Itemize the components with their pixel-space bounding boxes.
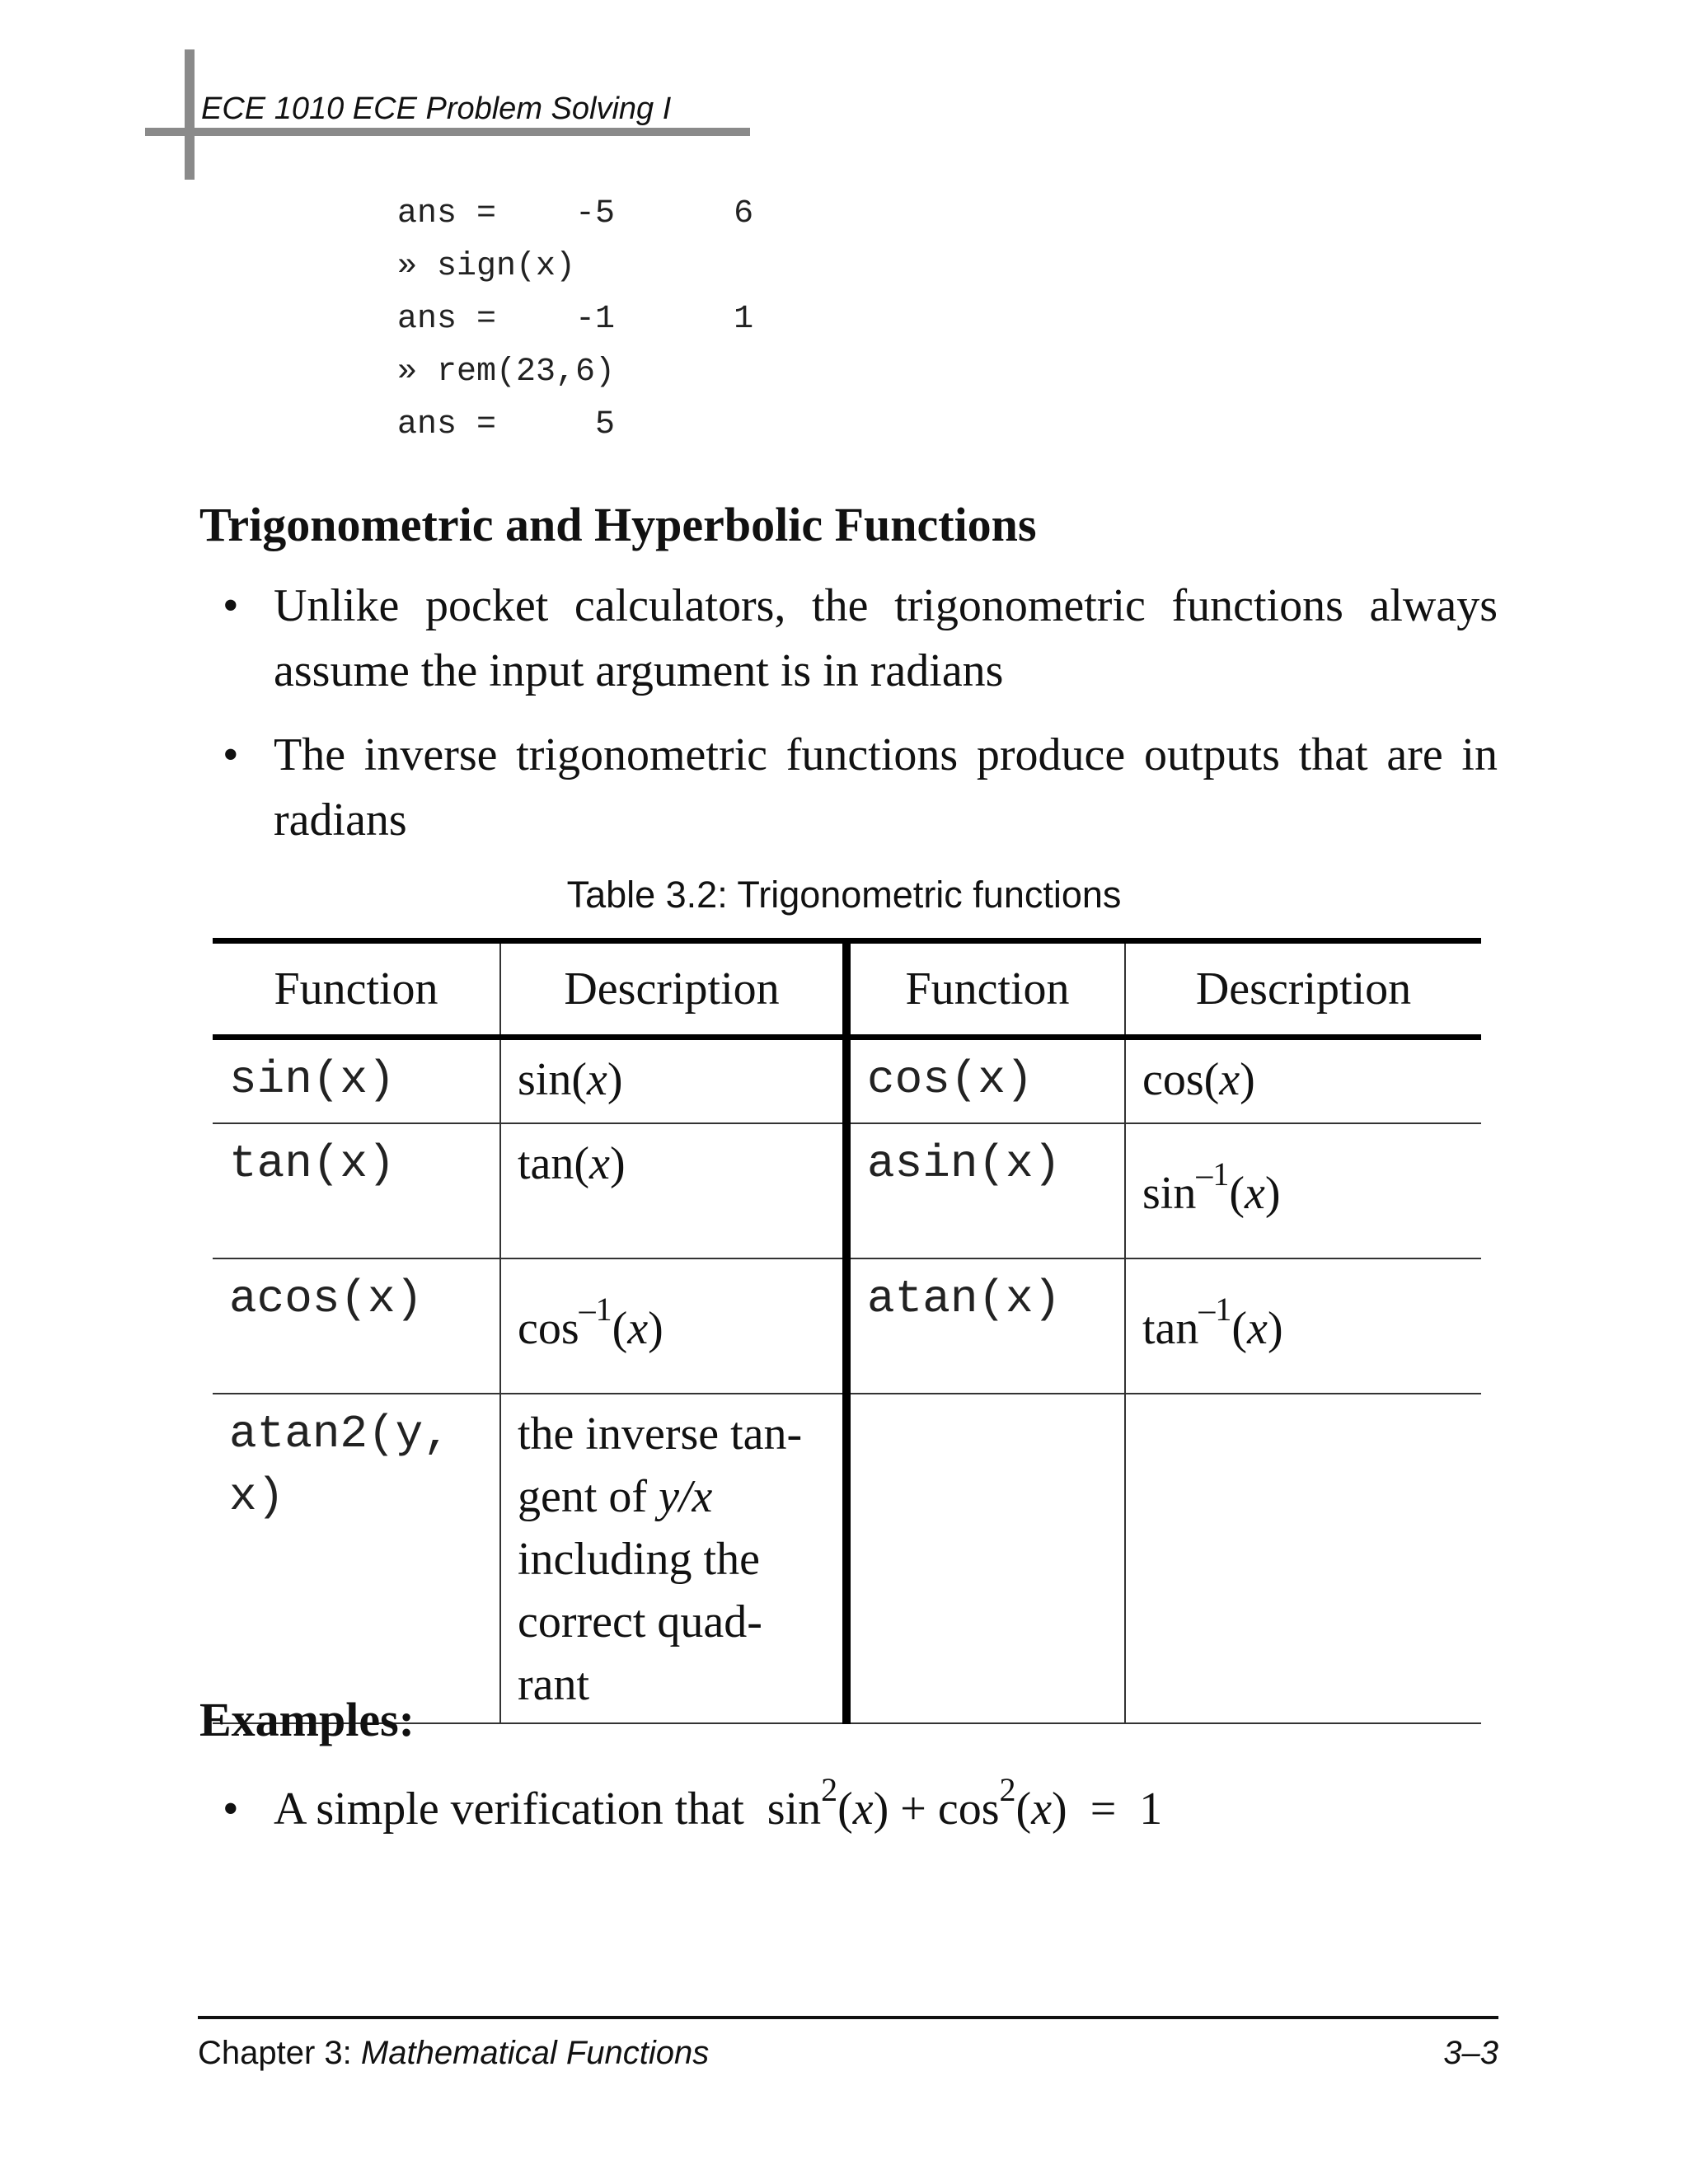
description-cell: sin(x) [500, 1038, 846, 1124]
function-cell: atan2(y, x) [213, 1394, 500, 1723]
function-cell: sin(x) [213, 1038, 500, 1124]
description-cell: cos(x) [1125, 1038, 1481, 1124]
footer-chapter: Chapter 3: Mathematical Functions [198, 2035, 710, 2071]
bullet-item [199, 574, 1498, 704]
header-description: Description [500, 941, 846, 1038]
bullet-text: Unlike pocket calculators, the trigonometric functions always assume the input argument is in radians [274, 580, 1498, 696]
bullet-text: A simple verification that [274, 1783, 744, 1835]
table-row [213, 1123, 1481, 1258]
bullet-dot: • [223, 729, 239, 780]
examples-heading: Examples: [199, 1693, 415, 1746]
code-line: » sign(x) [397, 248, 576, 285]
table-row [213, 1038, 1481, 1124]
bullet-dot: • [223, 1783, 239, 1835]
header-title: ECE 1010 ECE Problem Solving I [201, 91, 672, 126]
code-line: » rem(23,6) [397, 354, 616, 391]
function-cell: atan(x) [846, 1258, 1125, 1394]
footer-rule [198, 2016, 1498, 2019]
bullet-dot: • [223, 580, 239, 631]
empty-cell [846, 1394, 1125, 1723]
function-cell: tan(x) [213, 1123, 500, 1258]
table-row [213, 1394, 1481, 1723]
section-heading: Trigonometric and Hyperbolic Functions [199, 498, 1037, 551]
header-function: Function [846, 941, 1125, 1038]
description-cell: $\tan^{-1}(x)$ [1125, 1258, 1481, 1394]
header-horizontal-rule [145, 128, 750, 136]
code-line: ans = 5 [397, 406, 616, 443]
example-bullet [199, 1772, 1498, 1846]
code-line: ans = -5 6 [397, 195, 754, 232]
function-cell: cos(x) [846, 1038, 1125, 1124]
description-cell: $\sin^{-1}(x)$ [1125, 1123, 1481, 1258]
code-line: ans = -1 1 [397, 301, 754, 338]
trig-functions-table [213, 938, 1481, 1724]
table-row [213, 1258, 1481, 1394]
header-function: Function [213, 941, 500, 1038]
function-cell: acos(x) [213, 1258, 500, 1394]
page-number: 3–3 [1443, 2035, 1498, 2071]
empty-cell [1125, 1394, 1481, 1723]
description-cell: the inverse tan- gent of y/x including the correct quad- rant [500, 1394, 846, 1723]
bullet-text: The inverse trigonometric functions produce outputs that are in radians [274, 729, 1498, 846]
table-caption: Table 3.2: Trigonometric functions [566, 874, 1122, 916]
identity-equation: $\sin^2(x) + \cos^2(x) = 1$ [767, 1771, 1163, 1835]
description-cell: $\cos^{-1}(x)$ [500, 1258, 846, 1394]
function-cell: asin(x) [846, 1123, 1125, 1258]
header-vertical-rule [185, 49, 195, 180]
table-header-row [213, 941, 1481, 1038]
bullet-item [199, 723, 1498, 853]
header-description: Description [1125, 941, 1481, 1038]
code-block [397, 188, 753, 452]
description-cell: tan(x) [500, 1123, 846, 1258]
